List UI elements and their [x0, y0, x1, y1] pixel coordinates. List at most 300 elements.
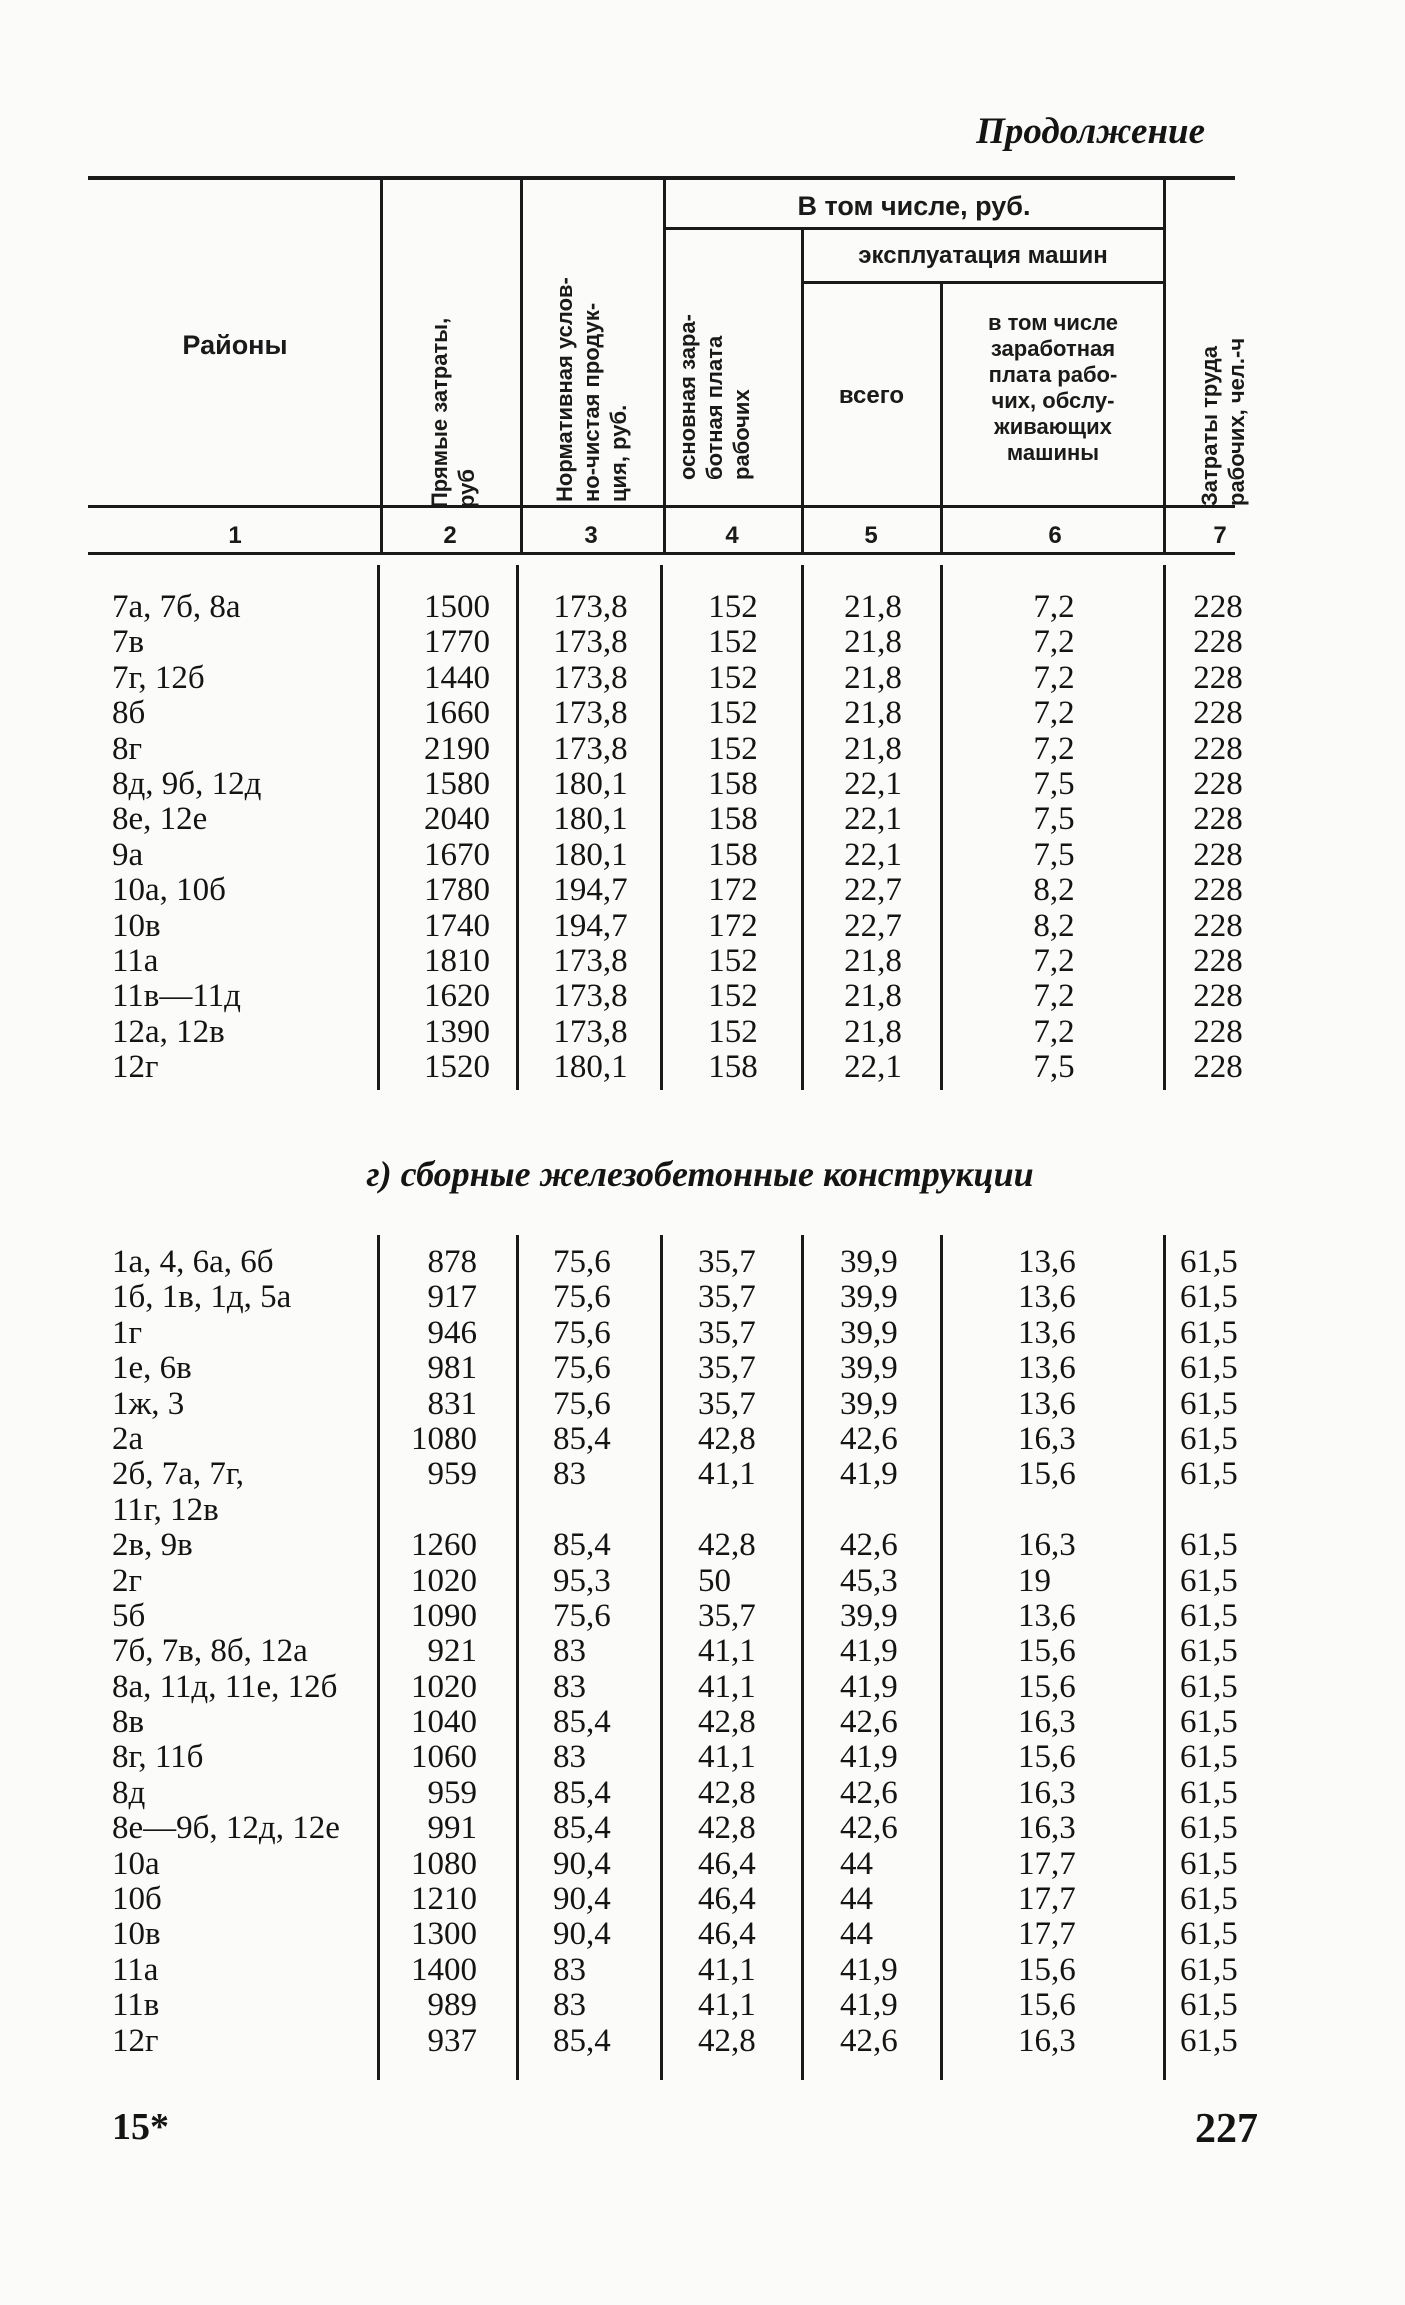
machine-operation-underline: [803, 281, 1163, 284]
table-cell: 83: [553, 1951, 586, 1988]
table1-col-machine-total: [806, 590, 940, 1085]
colnum-3: 3: [584, 522, 598, 549]
table-cell: 22,7: [844, 907, 902, 944]
table-cell: 180,1: [553, 836, 628, 873]
table-cell: 61,5: [1180, 1881, 1238, 1918]
table-cell: 22,1: [844, 801, 902, 838]
table-cell: 85,4: [553, 1527, 611, 1564]
table-cell: 959: [427, 1774, 477, 1811]
table-cell: 22,7: [844, 872, 902, 909]
table-cell: 180,1: [553, 765, 628, 802]
table-cell: 173,8: [553, 695, 628, 732]
table-cell: 831: [427, 1385, 477, 1422]
table-cell: 1660: [424, 695, 490, 732]
table-cell: 10а, 10б: [112, 872, 226, 909]
table2-col-base-wage: [698, 1245, 801, 2059]
table-cell: 152: [708, 695, 758, 732]
table-cell: 1780: [424, 872, 490, 909]
table-cell: 7б, 7в, 8б, 12а: [112, 1633, 308, 1670]
colnum-1: 1: [228, 522, 242, 549]
table-cell: 152: [708, 730, 758, 767]
table-cell: 11а: [112, 942, 159, 979]
table-cell: 8,2: [1033, 907, 1075, 944]
colnum-divider-4: [801, 508, 804, 552]
table-cell: 158: [708, 1049, 758, 1086]
table-cell: 19: [1018, 1562, 1051, 1599]
table-cell: 921: [427, 1633, 477, 1670]
table-cell: 13,6: [1018, 1350, 1076, 1387]
table-cell: 228: [1193, 872, 1243, 909]
table-cell: [382, 1493, 477, 1528]
table-cell: 17,7: [1018, 1916, 1076, 1953]
table-cell: 83: [553, 1739, 586, 1776]
table-cell: 15,6: [1018, 1668, 1076, 1705]
table-cell: 21,8: [844, 624, 902, 661]
table-cell: 158: [708, 801, 758, 838]
table-cell: 21,8: [844, 942, 902, 979]
table-cell: 152: [708, 978, 758, 1015]
table1-col-machine-wage: [945, 590, 1163, 1085]
table-cell: 228: [1193, 836, 1243, 873]
header-machine-wage: в том числе заработная плата рабо- чих, обслу- живающих машины: [987, 310, 1119, 465]
table-cell: 41,9: [840, 1633, 898, 1670]
table-cell: 2б, 7а, 7г,: [112, 1456, 244, 1493]
table-cell: 7г, 12б: [112, 659, 205, 696]
table-cell: 85,4: [553, 2022, 611, 2059]
table-cell: 22,1: [844, 1049, 902, 1086]
table2-col-machine-wage: [1018, 1245, 1163, 2059]
header-divider-3: [663, 180, 666, 505]
table-cell: 35,7: [698, 1244, 756, 1280]
header-including: В том числе, руб.: [797, 191, 1031, 221]
body2-divider-3: [660, 1235, 663, 2080]
table-cell: 1020: [411, 1562, 477, 1599]
header-normative-production: Нормативная услов- но-чистая продук- ция, руб.: [551, 277, 631, 502]
table-cell: 12а, 12в: [112, 1013, 225, 1050]
header-direct-costs: Прямые затраты, руб: [427, 317, 479, 508]
table-cell: 90,4: [553, 1845, 611, 1882]
table-cell: 83: [553, 1668, 586, 1705]
table-cell: 2в, 9в: [112, 1527, 193, 1564]
header-labor-costs: Затраты труда рабочих, чел.-ч: [1197, 337, 1249, 506]
table-cell: 42,6: [840, 1774, 898, 1811]
table-cell: 8б: [112, 695, 146, 732]
table-cell: 85,4: [553, 1420, 611, 1457]
body2-divider-4: [801, 1235, 804, 2080]
table-cell: 17,7: [1018, 1845, 1076, 1882]
table-cell: 61,5: [1180, 1704, 1238, 1741]
table-cell: 8г, 11б: [112, 1739, 204, 1776]
table-cell: 7,5: [1033, 836, 1075, 873]
table-cell: 22,1: [844, 836, 902, 873]
table-cell: 228: [1193, 730, 1243, 767]
table-cell: [840, 1493, 940, 1528]
table-cell: 1г: [112, 1314, 143, 1351]
table-cell: 228: [1193, 624, 1243, 661]
table-cell: 7,5: [1033, 801, 1075, 838]
table-cell: 45,3: [840, 1562, 898, 1599]
table-cell: 39,9: [840, 1597, 898, 1634]
body1-divider-3: [660, 565, 663, 1090]
table-cell: 1е, 6в: [112, 1350, 192, 1387]
table2-col-machine-total: [840, 1245, 940, 2059]
table-cell: 13,6: [1018, 1279, 1076, 1316]
table-cell: 61,5: [1180, 2022, 1238, 2059]
table-cell: 61,5: [1180, 1810, 1238, 1847]
table-cell: 7,5: [1033, 1049, 1075, 1086]
table-cell: 46,4: [698, 1881, 756, 1918]
table-cell: 10в: [112, 1916, 161, 1953]
table-cell: 75,6: [553, 1597, 611, 1634]
table-cell: 42,8: [698, 1704, 756, 1741]
table-cell: 42,8: [698, 1527, 756, 1564]
table-cell: 21,8: [844, 589, 902, 625]
table-cell: 7в: [112, 624, 145, 661]
table-cell: 41,1: [698, 1456, 756, 1493]
table-cell: 228: [1193, 589, 1243, 625]
table-cell: 44: [840, 1881, 873, 1918]
including-underline: [665, 227, 1163, 230]
table-cell: 7,2: [1033, 978, 1075, 1015]
table-cell: 83: [553, 1987, 586, 2024]
table-cell: 172: [708, 872, 758, 909]
table-cell: 1020: [411, 1668, 477, 1705]
table-cell: 1210: [411, 1881, 477, 1918]
table-cell: 7,2: [1033, 1013, 1075, 1050]
table-cell: 1740: [424, 907, 490, 944]
table-cell: 41,1: [698, 1633, 756, 1670]
table-cell: 173,8: [553, 942, 628, 979]
table2-col-regions: [112, 1245, 380, 2059]
table-cell: 173,8: [553, 589, 628, 625]
table-cell: 991: [427, 1810, 477, 1847]
table-cell: 10б: [112, 1881, 162, 1918]
table-cell: 194,7: [553, 872, 628, 909]
table-cell: 61,5: [1180, 1774, 1238, 1811]
table-cell: 61,5: [1180, 1633, 1238, 1670]
table-cell: 41,9: [840, 1739, 898, 1776]
table-cell: 1а, 4, 6а, 6б: [112, 1244, 274, 1280]
table-cell: 35,7: [698, 1385, 756, 1422]
table-cell: 917: [427, 1279, 477, 1316]
table-cell: 2г: [112, 1562, 143, 1599]
table-cell: 13,6: [1018, 1314, 1076, 1351]
table2-col-labor: [1180, 1245, 1275, 2059]
table-cell: 981: [427, 1350, 477, 1387]
table-cell: 1300: [411, 1916, 477, 1953]
table-cell: 1090: [411, 1597, 477, 1634]
table-cell: 42,6: [840, 1704, 898, 1741]
table-cell: 15,6: [1018, 1987, 1076, 2024]
body2-divider-2: [516, 1235, 519, 2080]
colnum-divider-1: [380, 508, 383, 552]
section-title: г) сборные железобетонные конструкции: [366, 1154, 1034, 1194]
table-cell: 50: [698, 1562, 731, 1599]
table-cell: 7,2: [1033, 589, 1075, 625]
signature-mark: 15*: [112, 2106, 169, 2148]
table-cell: 11г, 12в: [112, 1491, 219, 1528]
table-cell: 173,8: [553, 624, 628, 661]
table-cell: 41,9: [840, 1951, 898, 1988]
table-cell: 61,5: [1180, 1279, 1238, 1316]
table-cell: 1770: [424, 624, 490, 661]
table-cell: 1б, 1в, 1д, 5а: [112, 1279, 292, 1316]
table-cell: 7,2: [1033, 695, 1075, 732]
table1-col-normative: [521, 590, 660, 1085]
table-cell: 7,2: [1033, 730, 1075, 767]
table-cell: 173,8: [553, 659, 628, 696]
table-cell: 61,5: [1180, 1350, 1238, 1387]
table-cell: 16,3: [1018, 1527, 1076, 1564]
table-cell: 2190: [424, 730, 490, 767]
table-cell: 41,9: [840, 1456, 898, 1493]
table-cell: 42,8: [698, 2022, 756, 2059]
table-cell: 7,2: [1033, 659, 1075, 696]
colnum-divider-3: [663, 508, 666, 552]
table-cell: [1018, 1493, 1163, 1528]
table-cell: 172: [708, 907, 758, 944]
table-cell: 11в: [112, 1987, 160, 2024]
table-cell: 61,5: [1180, 1420, 1238, 1457]
table2-col-normative: [553, 1245, 660, 2059]
table-cell: 61,5: [1180, 1739, 1238, 1776]
table-cell: 35,7: [698, 1597, 756, 1634]
table-cell: 39,9: [840, 1279, 898, 1316]
table-cell: 16,3: [1018, 2022, 1076, 2059]
table-cell: 85,4: [553, 1810, 611, 1847]
continuation-label: Продолжение: [976, 111, 1205, 152]
table-cell: 11в—11д: [112, 978, 241, 1015]
table-cell: 10а: [112, 1845, 160, 1882]
colnum-6: 6: [1048, 522, 1062, 549]
header-machine-total: всего: [838, 382, 905, 409]
table-cell: 42,6: [840, 1810, 898, 1847]
colnum-bottom-rule: [88, 552, 1235, 555]
table-cell: 41,1: [698, 1668, 756, 1705]
table-cell: 41,9: [840, 1668, 898, 1705]
table-cell: 42,8: [698, 1420, 756, 1457]
colnum-divider-2: [520, 508, 523, 552]
table-cell: 7,2: [1033, 624, 1075, 661]
table-cell: 75,6: [553, 1279, 611, 1316]
table-cell: 228: [1193, 942, 1243, 979]
table-cell: 1440: [424, 659, 490, 696]
table-cell: 35,7: [698, 1350, 756, 1387]
table-cell: 228: [1193, 1013, 1243, 1050]
table-cell: 1580: [424, 765, 490, 802]
table-cell: 39,9: [840, 1385, 898, 1422]
table-cell: 39,9: [840, 1244, 898, 1280]
table-cell: 95,3: [553, 1562, 611, 1599]
table-cell: 75,6: [553, 1350, 611, 1387]
table-cell: [553, 1493, 660, 1528]
table-cell: 1390: [424, 1013, 490, 1050]
body2-divider-6: [1163, 1235, 1166, 2080]
colnum-7: 7: [1213, 522, 1227, 549]
body1-divider-4: [801, 565, 804, 1090]
table-cell: 75,6: [553, 1385, 611, 1422]
table-cell: 228: [1193, 907, 1243, 944]
table-cell: 13,6: [1018, 1385, 1076, 1422]
table-cell: 180,1: [553, 801, 628, 838]
table-cell: 75,6: [553, 1314, 611, 1351]
table-cell: 61,5: [1180, 1845, 1238, 1882]
table-cell: 41,9: [840, 1987, 898, 2024]
header-divider-1: [380, 180, 383, 505]
table-cell: 15,6: [1018, 1633, 1076, 1670]
body1-divider-2: [516, 565, 519, 1090]
table-cell: 42,8: [698, 1774, 756, 1811]
table-cell: 180,1: [553, 1049, 628, 1086]
table-cell: 61,5: [1180, 1314, 1238, 1351]
table-cell: 42,6: [840, 1420, 898, 1457]
table-cell: 8д, 9б, 12д: [112, 765, 262, 802]
table-cell: 1ж, 3: [112, 1385, 185, 1422]
table-cell: 1520: [424, 1049, 490, 1086]
table-cell: 7,5: [1033, 765, 1075, 802]
table-cell: 15,6: [1018, 1951, 1076, 1988]
table-cell: 41,1: [698, 1739, 756, 1776]
table-cell: 83: [553, 1456, 586, 1493]
table-cell: 41,1: [698, 1951, 756, 1988]
table-cell: 42,6: [840, 1527, 898, 1564]
body1-divider-5: [940, 565, 943, 1090]
table-cell: 75,6: [553, 1244, 611, 1280]
table-cell: 90,4: [553, 1916, 611, 1953]
table-cell: 42,8: [698, 1810, 756, 1847]
table-cell: 39,9: [840, 1314, 898, 1351]
table-cell: 1810: [424, 942, 490, 979]
colnum-5: 5: [864, 522, 878, 549]
table-cell: 173,8: [553, 730, 628, 767]
table-cell: 158: [708, 765, 758, 802]
table-cell: 946: [427, 1314, 477, 1351]
table-cell: 12г: [112, 2022, 159, 2059]
table-cell: 11а: [112, 1951, 159, 1988]
header-bottom-rule: [88, 505, 1235, 508]
table-cell: 44: [840, 1916, 873, 1953]
table-cell: 1260: [411, 1527, 477, 1564]
table-cell: 8в: [112, 1704, 145, 1741]
colnum-divider-5: [940, 508, 943, 552]
colnum-2: 2: [443, 522, 457, 549]
table-cell: 61,5: [1180, 1385, 1238, 1422]
table-cell: 7,2: [1033, 942, 1075, 979]
table-cell: [1180, 1493, 1275, 1528]
table-cell: 85,4: [553, 1774, 611, 1811]
table-cell: 22,1: [844, 765, 902, 802]
table-cell: 61,5: [1180, 1916, 1238, 1953]
table-cell: 21,8: [844, 695, 902, 732]
table-cell: 8е—9б, 12д, 12е: [112, 1810, 340, 1847]
table-cell: 85,4: [553, 1704, 611, 1741]
table1-col-regions: [112, 590, 382, 1085]
table-cell: 173,8: [553, 978, 628, 1015]
table-cell: 13,6: [1018, 1597, 1076, 1634]
table-cell: 46,4: [698, 1916, 756, 1953]
table-cell: 16,3: [1018, 1704, 1076, 1741]
table-cell: 228: [1193, 659, 1243, 696]
table-cell: 16,3: [1018, 1810, 1076, 1847]
header-machine-operation: эксплуатация машин: [858, 242, 1108, 269]
table-cell: 1080: [411, 1420, 477, 1457]
table-cell: 1080: [411, 1845, 477, 1882]
table-cell: 152: [708, 624, 758, 661]
table-cell: 228: [1193, 801, 1243, 838]
table-cell: 7а, 7б, 8а: [112, 589, 241, 625]
table-cell: 61,5: [1180, 1668, 1238, 1705]
table-cell: 194,7: [553, 907, 628, 944]
table-cell: 878: [427, 1244, 477, 1280]
table-cell: 2а: [112, 1420, 144, 1457]
table-cell: 21,8: [844, 1013, 902, 1050]
table2-col-direct-costs: [382, 1245, 477, 2059]
table-cell: 35,7: [698, 1279, 756, 1316]
table-cell: 989: [427, 1987, 477, 2024]
table-cell: [698, 1493, 801, 1528]
body1-divider-6: [1163, 565, 1166, 1090]
table-cell: 8д: [112, 1774, 146, 1811]
table-cell: 21,8: [844, 659, 902, 696]
table-cell: 61,5: [1180, 1597, 1238, 1634]
table-cell: 17,7: [1018, 1881, 1076, 1918]
colnum-4: 4: [725, 522, 739, 549]
table-cell: 46,4: [698, 1845, 756, 1882]
table-cell: 8г: [112, 730, 143, 767]
table-cell: 9а: [112, 836, 144, 873]
table-cell: 15,6: [1018, 1456, 1076, 1493]
header-divider-6: [1163, 180, 1166, 505]
table-cell: 1400: [411, 1951, 477, 1988]
table-cell: 1060: [411, 1739, 477, 1776]
table-cell: 5б: [112, 1597, 146, 1634]
header-base-wage: основная зара- ботная плата рабочих: [674, 314, 754, 480]
table-cell: 1500: [424, 589, 490, 625]
table-cell: 61,5: [1180, 1244, 1238, 1280]
table-cell: 173,8: [553, 1013, 628, 1050]
header-divider-4: [801, 230, 804, 505]
table-cell: 61,5: [1180, 1951, 1238, 1988]
table-cell: 158: [708, 836, 758, 873]
table-cell: 13,6: [1018, 1244, 1076, 1280]
table-cell: 2040: [424, 801, 490, 838]
table-cell: 8а, 11д, 11е, 12б: [112, 1668, 338, 1705]
table-cell: 228: [1193, 978, 1243, 1015]
table-cell: 228: [1193, 1049, 1243, 1086]
colnum-divider-6: [1163, 508, 1166, 552]
table-cell: 228: [1193, 765, 1243, 802]
table-cell: 61,5: [1180, 1562, 1238, 1599]
table-cell: 152: [708, 659, 758, 696]
table-cell: 8е, 12е: [112, 801, 208, 838]
page-number: 227: [1195, 2106, 1258, 2152]
table-cell: 16,3: [1018, 1420, 1076, 1457]
table-cell: 44: [840, 1845, 873, 1882]
table-cell: 61,5: [1180, 1456, 1238, 1493]
header-regions: Районы: [182, 330, 288, 360]
table-cell: 16,3: [1018, 1774, 1076, 1811]
table1-col-base-wage: [665, 590, 801, 1085]
table-cell: 61,5: [1180, 1527, 1238, 1564]
header-divider-2: [520, 180, 523, 505]
table1-col-direct-costs: [382, 590, 490, 1085]
body2-divider-5: [940, 1235, 943, 2080]
table-cell: 42,6: [840, 2022, 898, 2059]
table-cell: 15,6: [1018, 1739, 1076, 1776]
table-cell: 8,2: [1033, 872, 1075, 909]
table-top-rule: [88, 176, 1235, 180]
table-cell: 1670: [424, 836, 490, 873]
